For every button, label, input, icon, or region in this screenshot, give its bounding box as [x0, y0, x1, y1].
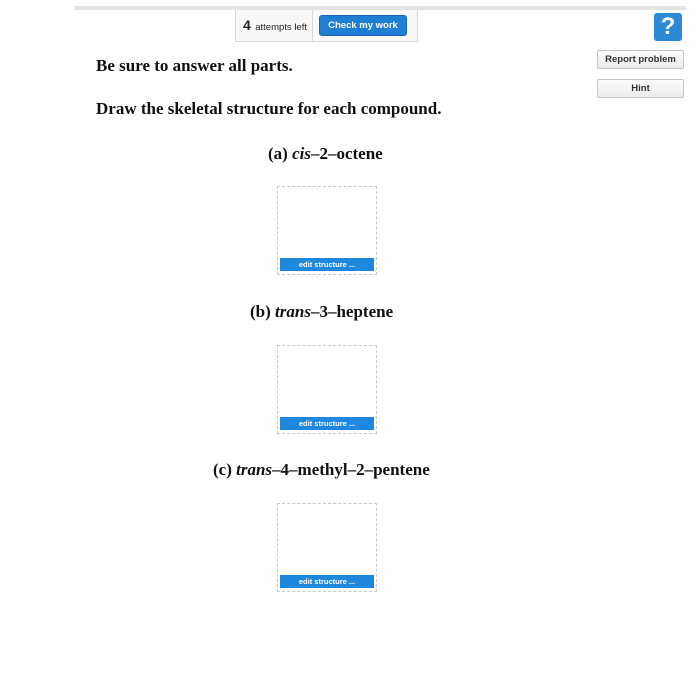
part-a-stereo: cis [292, 144, 311, 163]
part-b-name: ‒3‒heptene [310, 302, 394, 321]
instruction-draw-structure: Draw the skeletal structure for each compound. [96, 99, 442, 118]
structure-box-c[interactable] [277, 503, 377, 592]
edit-structure-button-c[interactable]: edit structure ... [280, 575, 374, 588]
part-c-prefix: (c) [213, 460, 237, 479]
part-b-prefix: (b) [250, 302, 276, 321]
part-a-name: ‒2‒octene [310, 144, 383, 163]
report-problem-button[interactable]: Report problem [597, 50, 684, 69]
part-a-prefix: (a) [268, 144, 293, 163]
attempts-label: attempts left [255, 22, 307, 33]
instruction-answer-all: Be sure to answer all parts. [96, 56, 293, 75]
attempts-indicator [243, 17, 307, 35]
structure-box-a[interactable] [277, 186, 377, 275]
part-b-stereo: trans [275, 302, 311, 321]
structure-box-b[interactable] [277, 345, 377, 434]
edit-structure-button-a[interactable]: edit structure ... [280, 258, 374, 271]
toolbar-separator [312, 10, 313, 41]
part-c-name: ‒4‒methyl‒2‒pentene [272, 460, 430, 479]
part-c-stereo: trans [236, 460, 273, 479]
check-my-work-button[interactable]: Check my work [319, 15, 407, 36]
hint-button[interactable]: Hint [597, 79, 684, 98]
top-toolbar [235, 10, 418, 42]
part-b-label [250, 302, 393, 322]
part-c-label [213, 460, 430, 480]
part-a-label [268, 144, 383, 164]
help-icon[interactable]: ? [654, 13, 682, 41]
edit-structure-button-b[interactable]: edit structure ... [280, 417, 374, 430]
attempts-count: 4 [243, 17, 251, 33]
